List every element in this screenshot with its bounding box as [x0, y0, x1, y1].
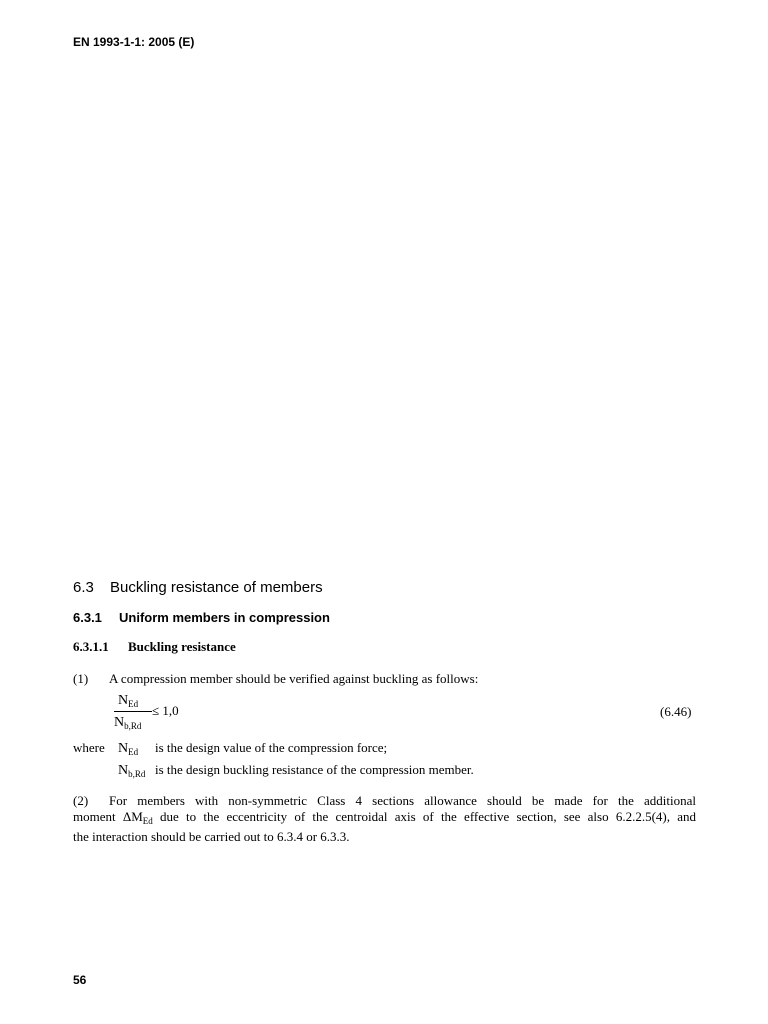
- subsection-title: Uniform members in compression: [119, 610, 330, 625]
- document-header: EN 1993-1-1: 2005 (E): [73, 35, 195, 49]
- denominator-symbol: N: [114, 715, 125, 730]
- section-heading: [73, 579, 323, 596]
- where-label: where: [73, 740, 105, 755]
- where-symbol-subscript: b,Rd: [128, 769, 146, 779]
- subsection-heading: [73, 610, 330, 625]
- fraction-bar: [114, 711, 152, 712]
- where-symbol: [118, 740, 155, 757]
- where-item: [73, 740, 387, 757]
- where-symbol-subscript: Ed: [128, 747, 139, 757]
- formula-denominator: [114, 714, 141, 731]
- numerator-subscript: Ed: [128, 699, 139, 709]
- clause-1-number: (1): [73, 671, 89, 686]
- clause-2-line-1-text: For members with non-symmetric Class 4 sections allowance should be made for the additional: [109, 793, 696, 808]
- subsection-number: 6.3.1: [73, 610, 102, 625]
- formula-relation: ≤ 1,0: [152, 703, 179, 718]
- formula-6-46: [112, 692, 232, 734]
- clause-2-line-2-subscript: Ed: [142, 816, 153, 826]
- clause-2-line-2-post: due to the eccentricity of the centroidal axis of the effective section, see also 6.2.2.5(4), and: [152, 809, 696, 824]
- clause-1-text: A compression member should be verified against buckling as follows:: [109, 671, 479, 686]
- clause-1: [73, 671, 478, 687]
- clause-2: [73, 793, 696, 845]
- clause-2-line-1: [73, 793, 696, 809]
- where-symbol-main: N: [118, 741, 129, 756]
- where-item: [118, 762, 474, 779]
- section-number: 6.3: [73, 579, 94, 596]
- where-symbol-main: N: [118, 763, 129, 778]
- clause-2-number: (2): [73, 793, 89, 808]
- section-title: Buckling resistance of members: [110, 579, 323, 596]
- formula-numerator: [118, 692, 138, 709]
- clause-2-line-2-pre: moment ΔM: [73, 809, 143, 824]
- equation-number: (6.46): [660, 704, 692, 719]
- subsubsection-heading: [73, 639, 236, 655]
- where-description: is the design buckling resistance of the compression member.: [155, 762, 474, 777]
- numerator-symbol: N: [118, 693, 129, 708]
- subsubsection-title: Buckling resistance: [128, 639, 236, 654]
- denominator-subscript: b,Rd: [124, 721, 142, 731]
- clause-2-line-2: [73, 809, 696, 829]
- where-symbol: [118, 762, 155, 779]
- clause-2-line-3: the interaction should be carried out to 6.3.4 or 6.3.3.: [73, 829, 350, 844]
- subsubsection-number: 6.3.1.1: [73, 639, 109, 654]
- where-description: is the design value of the compression force;: [155, 740, 388, 755]
- page-number: 56: [73, 973, 87, 987]
